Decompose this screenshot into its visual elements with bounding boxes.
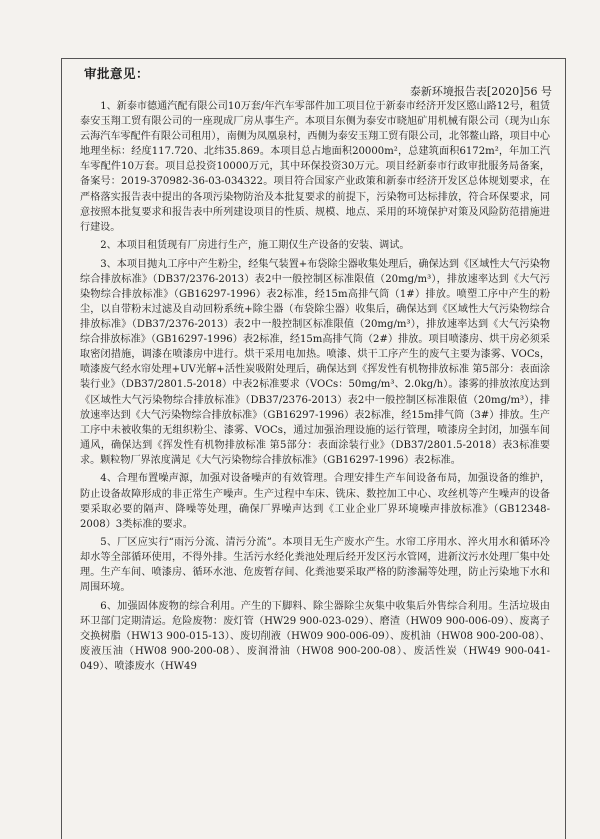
paragraph-2: 2、本项目租赁现有厂房进行生产，施工期仅生产设备的安装、调试。 (100, 240, 410, 252)
paragraph-3: 3、本项目抛丸工序中产生粉尘，经集气装置+布袋除尘器收集处理后，确保达到《区域性大气污染物综合排放标准》（DB37/2376-2013）表2中一般控制区标准限值（20mg/m³），排放速率达到《大气污染物综合排放标准》（GB16297-1996）表2标准，经15m高排气筒（1#）排放。喷塑工序中产生的粉尘，以自带粉末过滤及自动回粉系统+除尘器（布袋除尘器）收集后，确保达到《区域性大气污染物综合排放标准》（DB37/2376-2013）表2中一般控制区标准限值（20mg/m³），排放速率达到《大气污染物综合排放标准》（GB16297-1996）表2标准，经15m高排气筒（2#）排放。项目喷漆房、烘干房必须采取密闭措施，调漆在喷漆房中进行。烘干采用电加热。喷漆、烘干工序产生的废气主要为漆雾、VOCs，喷漆废气经水帘处理+UV光解+活性炭吸附处理后，确保达到《挥发性有机物排放标准 第5部分：表面涂装行业》（DB37/2801.5-2018）中表2标准要求（VOCs：50mg/m³、2.0kg/h）。漆雾的排放浓度达到《区域性大气污染物综合排放标准》（DB37/2376-2013）表2中一般控制区标准限值（20mg/m³），排放速率达到《大气污染物综合排放标准》（GB16297-1996）表2标准，经15m排气筒（3#）排放。生产工序中未被收集的无组织粉尘、漆雾、VOCs，通过加强治理设施的运行管理，喷漆房全封闭，加强车间通风，确保达到《挥发性有机物排放标准 第5部分：表面涂装行业》（DB37/2801.5-2018）表3标准要求。颗粒物厂界浓度满足《大气污染物综合排放标准》（GB16297-1996）表2标准。 (80, 258, 550, 466)
opinion-body (80, 99, 550, 674)
paragraph-6: 6、加强固体废物的综合利用。产生的下脚料、除尘器除尘灰集中收集后外售综合利用。生活垃圾由环卫部门定期清运。危险废物：废灯管（HW29 900-023-029）、磨渣（HW09 900-006-09）、废离子交换树脂（HW13 900-015-13）、废切削液（HW09 900-006-09）、废机油（HW08 900-200-08）、废液压油（HW08 900-200-08）、废润滑油（HW08 900-200-08）、废活性炭（HW49 900-041-049）、喷漆废水（HW49 (80, 600, 550, 673)
document-number: 泰新环境报告表[2020]56 号 (409, 85, 552, 98)
paragraph-1: 1、新泰市德通汽配有限公司10万套/年汽车零部件加工项目位于新泰市经济开发区愍山路12号，租赁泰安玉翔工贸有限公司的一座现成厂房从事生产。本项目东侧为泰安市晓旭矿用机械有限公司（现为山东云海汽车零配件有限公司租用），南侧为凤凰泉村，西侧为泰安玉翔工贸有限公司，北邻鳌山路，项目中心地理坐标：经度117.720、北纬35.869。本项目总占地面积20000m²，总建筑面积6172m²，年加工汽车零配件10万套。项目总投资10000万元，其中环保投资30万元。项目经新泰市行政审批服务局备案，备案号：2019-370982-36-03-034322。项目符合国家产业政策和新泰市经济开发区总体规划要求，在严格落实报告表中提出的各项污染物防治及本批复要求的前提下，污染物可达标排放，符合环保要求，同意按照本批复要求和报告表中所列建设项目的性质、规模、地点、采用的环境保护对策及风险防范措施进行建设。 (80, 101, 550, 233)
paragraph-4: 4、合理布置噪声源，加强对设备噪声的有效管理。合理安排生产车间设备布局，加强设备的维护，防止设备故障形成的非正常生产噪声。生产过程中车床、铣床、数控加工中心、攻丝机等产生噪声的设备要采取必要的隔声、降噪等处理，确保厂界噪声达到《工业企业厂界环境噪声排放标准》（GB12348-2008）3类标准的要求。 (80, 473, 550, 530)
paragraph-5: 5、厂区应实行“雨污分流、清污分流”。本项目无生产废水产生。水帘工序用水、淬火用水和循环冷却水等全部循环使用，不得外排。生活污水经化粪池处理后经开发区污水管网，进新汶污水处理厂集中处理。生产车间、喷漆房、循环水池、危废暂存间、化粪池要采取严格的防渗漏等处理，防止污染地下水和周围环境。 (80, 537, 550, 594)
section-title: 审批意见： (84, 66, 150, 81)
